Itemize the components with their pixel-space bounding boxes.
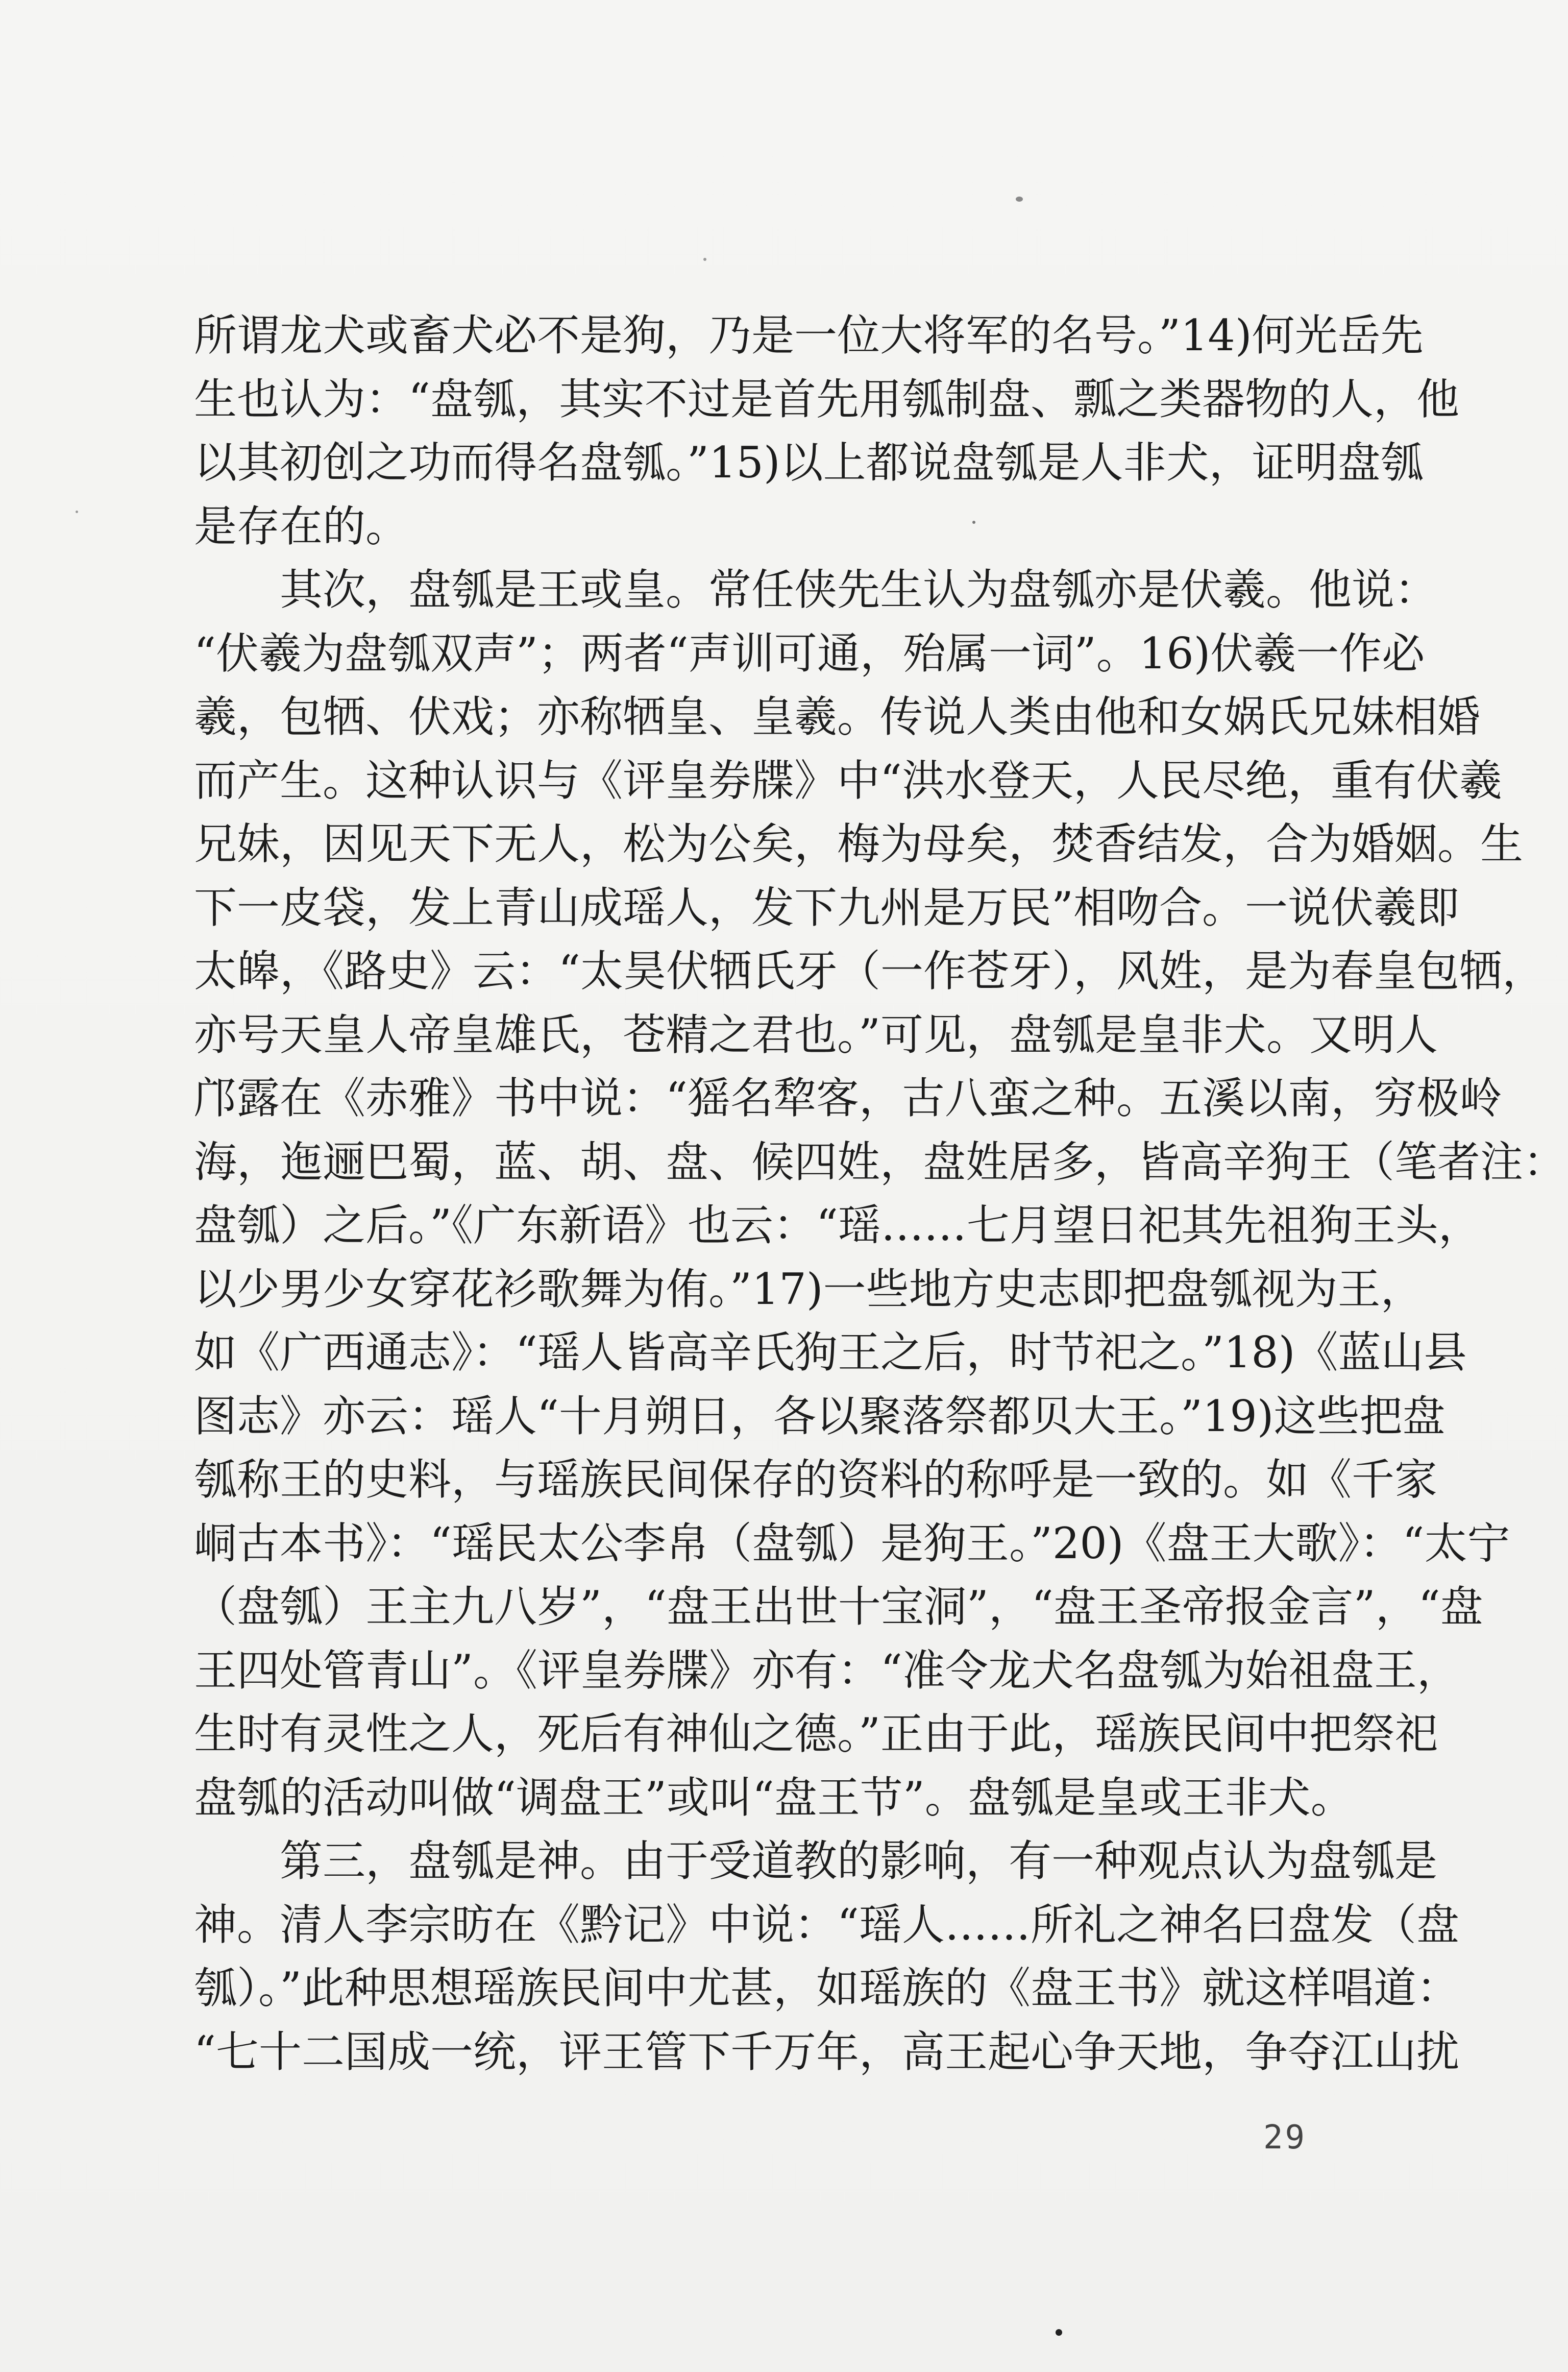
text-line: 生时有灵性之人，死后有神仙之德。”正由于此，瑶族民间中把祭祀: [194, 1709, 1438, 1759]
text-line: 海，迤逦巴蜀，蓝、胡、盘、候四姓，盘姓居多，皆高辛狗王（笔者注：: [194, 1136, 1566, 1187]
body-text: [194, 304, 1566, 2084]
text-line: 王四处管青山”。《评皇券牒》亦有：“准令龙犬名盘瓠为始祖盘王，: [194, 1645, 1460, 1696]
text-line: 邝露在《赤雅》书中说：“猺名犂客，古八蛮之种。五溪以南，穷极岭: [194, 1073, 1502, 1123]
text-line: 生也认为：“盘瓠，其实不过是首先用瓠制盘、瓢之类器物的人，他: [194, 374, 1459, 424]
text-line: 下一皮袋，发上青山成瑶人，发下九州是万民”相吻合。一说伏羲即: [194, 882, 1459, 933]
text-line: 盘瓠的活动叫做“调盘王”或叫“盘王节”。盘瓠是皇或王非犬。: [194, 1772, 1354, 1823]
text-line: 是存在的。: [194, 501, 409, 551]
scan-speck: [76, 511, 78, 513]
scan-speck: [1016, 197, 1023, 202]
text-line: 第三，盘瓠是神。由于受道教的影响，有一种观点认为盘瓠是: [280, 1836, 1438, 1886]
text-line: 瓠称王的史料，与瑶族民间保存的资料的称呼是一致的。如《千家: [194, 1455, 1438, 1505]
text-line: 亦号天皇人帝皇雄氏，苍精之君也。”可见，盘瓠是皇非犬。又明人: [194, 1009, 1438, 1060]
text-line: 兄妹，因见天下无人，松为公矣，梅为母矣，焚香结发，合为婚姻。生: [194, 819, 1524, 869]
text-line: 图志》亦云：瑶人“十月朔日，各以聚落祭都贝大王。”19)这些把盘: [194, 1391, 1446, 1441]
text-line: 盘瓠）之后。”《广东新语》也云：“瑶……七月望日祀其先祖狗王头，: [194, 1200, 1481, 1250]
text-line: 其次，盘瓠是王或皇。常任侠先生认为盘瓠亦是伏羲。他说：: [280, 565, 1438, 615]
text-line: 羲，包牺、伏戏；亦称牺皇、皇羲。传说人类由他和女娲氏兄妹相婚: [194, 692, 1481, 742]
text-line: 神。清人李宗昉在《黔记》中说：“瑶人……所礼之神名曰盘发（盘: [194, 1899, 1459, 1950]
text-line: 峒古本书》：“瑶民太公李帛（盘瓠）是狗王。”20)《盘王大歌》：“太宁: [194, 1518, 1510, 1568]
text-line: 而产生。这种认识与《评皇券牒》中“洪水登天，人民尽绝，重有伏羲: [194, 755, 1502, 806]
text-line: 所谓龙犬或畜犬必不是狗，乃是一位大将军的名号。”14)何光岳先: [194, 310, 1424, 360]
text-line: 如《广西通志》：“瑶人皆高辛氏狗王之后，时节祀之。”18)《蓝山县: [194, 1327, 1467, 1377]
text-line: 以少男少女穿花衫歌舞为侑。”17)一些地方史志即把盘瓠视为王，: [194, 1264, 1424, 1314]
text-line: （盘瓠）王主九八岁”，“盘王出世十宝洞”，“盘王圣帝报金言”，“盘: [194, 1582, 1483, 1632]
scan-speck: [1056, 2329, 1062, 2336]
text-line: “七十二国成一统，评王管下千万年，高王起心争天地，争夺江山扰: [194, 2026, 1459, 2077]
text-line: 瓠）。”此种思想瑶族民间中尤甚，如瑶族的《盘王书》就这样唱道：: [194, 1963, 1459, 2013]
text-line: 以其初创之功而得名盘瓠。”15)以上都说盘瓠是人非犬，证明盘瓠: [194, 438, 1424, 488]
page-number: 29: [1263, 2119, 1307, 2157]
scan-speck: [703, 258, 706, 261]
text-line: “伏羲为盘瓠双声”；两者“声训可通，殆属一词”。16)伏羲一作必: [194, 628, 1425, 679]
text-line: 太皞，《路史》云：“太昊伏牺氏牙（一作苍牙），风姓，是为春皇包牺，: [194, 946, 1545, 996]
